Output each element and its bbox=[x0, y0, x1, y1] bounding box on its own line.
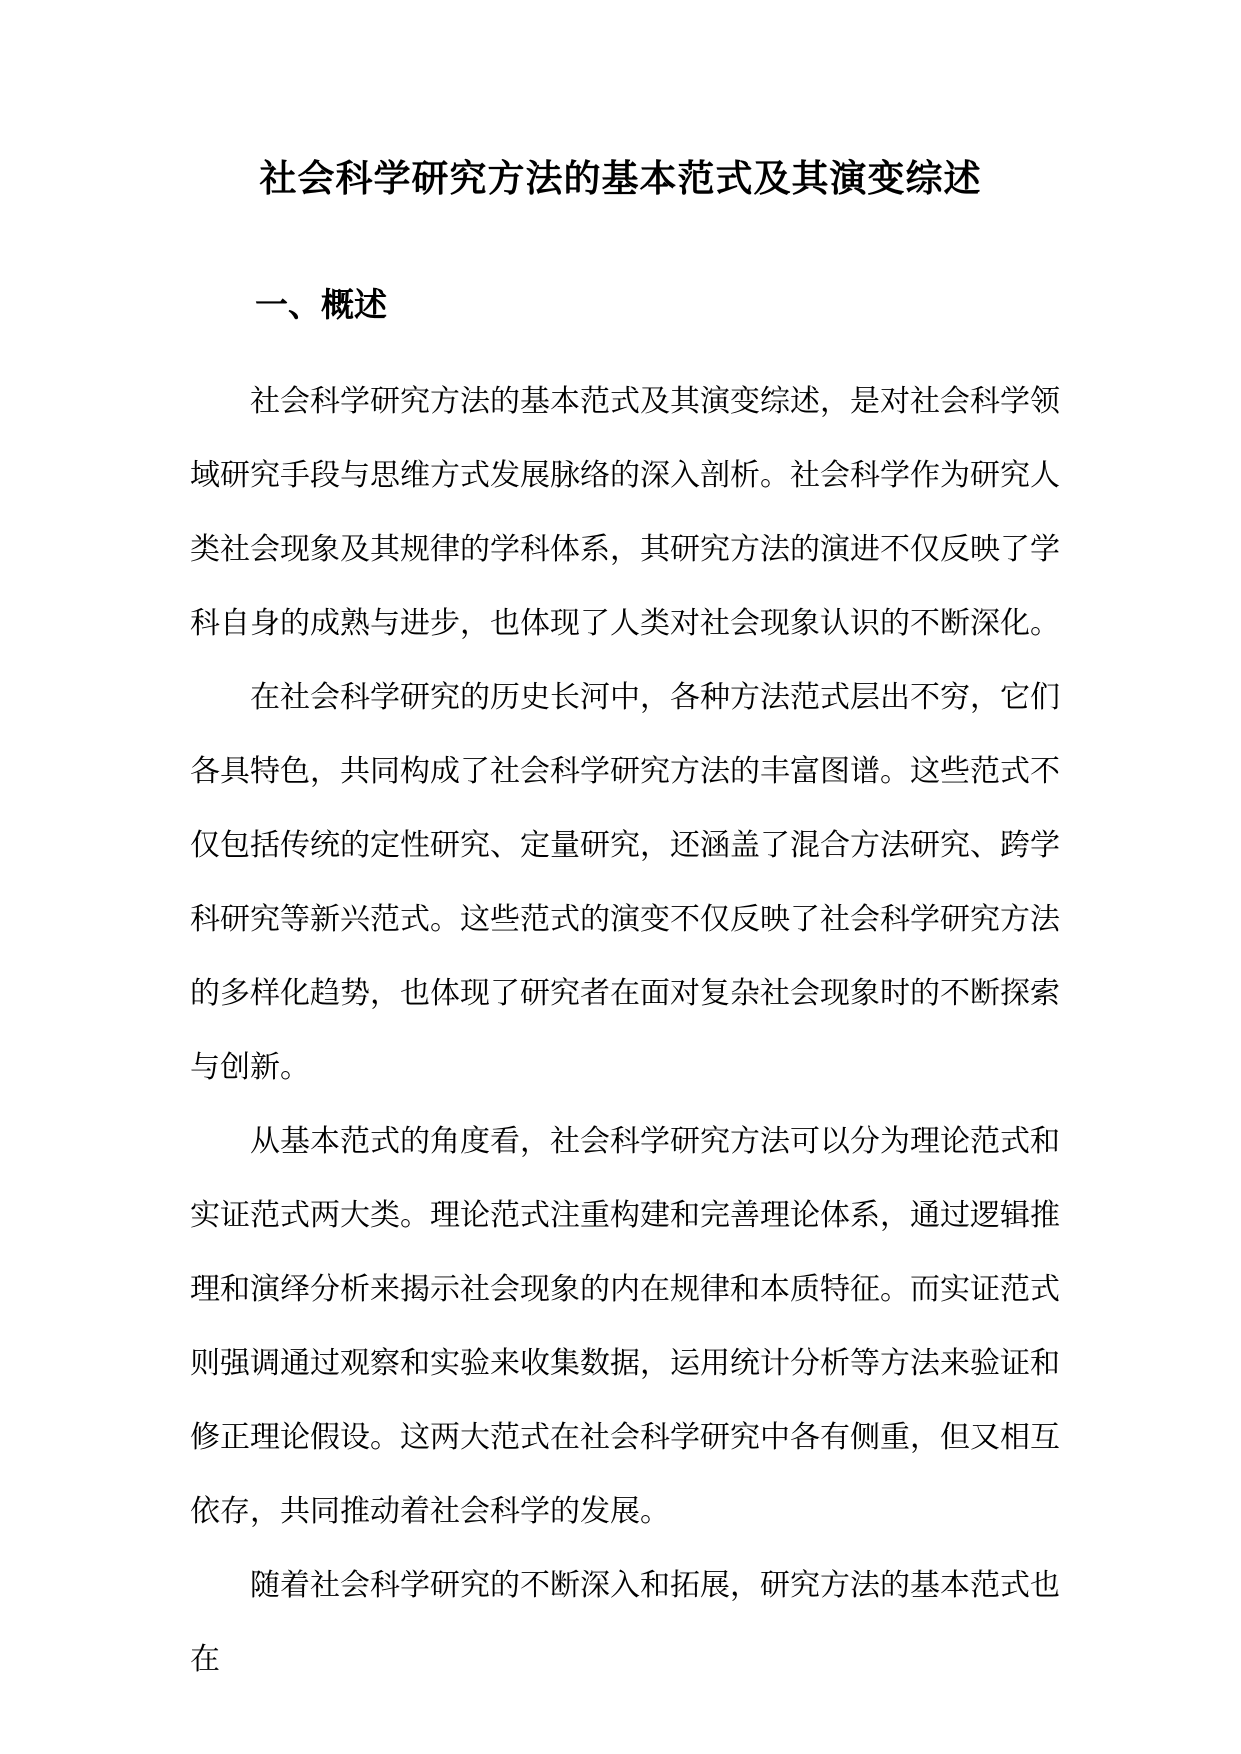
paragraph: 从基本范式的角度看，社会科学研究方法可以分为理论范式和实证范式两大类。理论范式注重构建和完善理论体系，通过逻辑推理和演绎分析来揭示社会现象的内在规律和本质特征。而实证范式则强调通过观察和实验来收集数据，运用统计分析等方法来验证和修正理论假设。这两大范式在社会科学研究中各有侧重，但又相互依存，共同推动着社会科学的发展。 bbox=[190, 1124, 1060, 1529]
section-heading: 一、概述 bbox=[255, 285, 387, 324]
paragraph: 社会科学研究方法的基本范式及其演变综述，是对社会科学领域研究手段与思维方式发展脉络的深入剖析。社会科学作为研究人类社会现象及其规律的学科体系，其研究方法的演进不仅反映了学科自身的成熟与进步，也体现了人类对社会现象认识的不断深化。 bbox=[190, 384, 1060, 641]
document-title: 社会科学研究方法的基本范式及其演变综述 bbox=[259, 156, 982, 200]
paragraph: 随着社会科学研究的不断深入和拓展，研究方法的基本范式也在 bbox=[190, 1568, 1060, 1677]
body-text bbox=[190, 365, 1060, 1697]
paragraph: 在社会科学研究的历史长河中，各种方法范式层出不穷，它们各具特色，共同构成了社会科学研究方法的丰富图谱。这些范式不仅包括传统的定性研究、定量研究，还涵盖了混合方法研究、跨学科研究等新兴范式。这些范式的演变不仅反映了社会科学研究方法的多样化趋势，也体现了研究者在面对复杂社会现象时的不断探索与创新。 bbox=[190, 680, 1060, 1085]
